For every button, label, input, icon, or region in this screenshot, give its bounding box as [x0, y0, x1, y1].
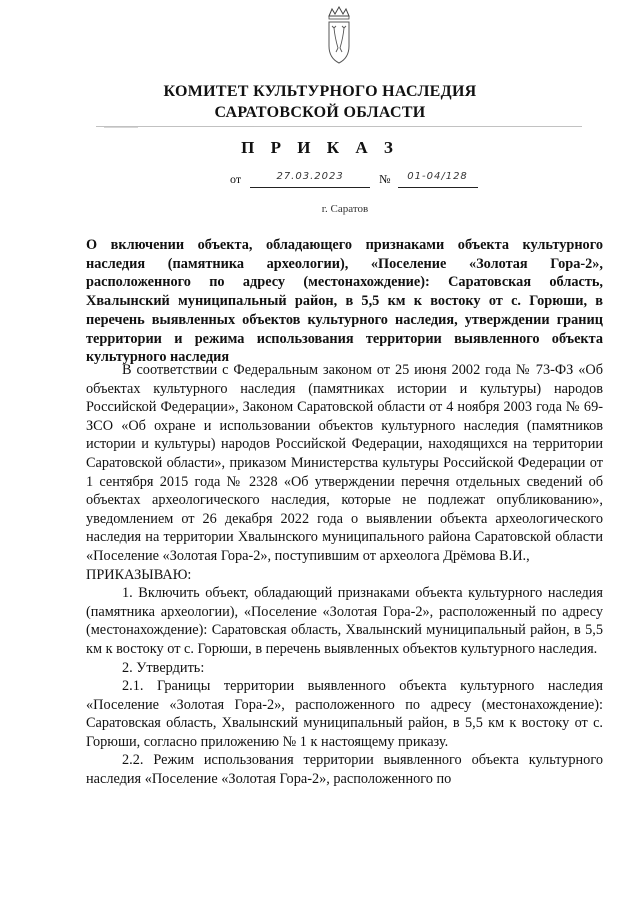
item-2: 2. Утвердить:: [122, 659, 205, 676]
issue-city: г. Саратов: [321, 203, 369, 215]
saratov-coat-of-arms-icon: [322, 6, 356, 66]
document-title: П Р И К А З: [241, 138, 399, 157]
order-body: [86, 361, 603, 789]
prikazyvayu-heading: ПРИКАЗЫВАЮ:: [86, 566, 192, 583]
number-label: №: [379, 172, 391, 186]
issuer-line-2: САРАТОВСКОЙ ОБЛАСТИ: [214, 104, 426, 121]
issuer-line-1: КОМИТЕТ КУЛЬТУРНОГО НАСЛЕДИЯ: [163, 83, 477, 100]
date-value: 27.03.2023: [276, 171, 344, 182]
order-date-number-line: [230, 170, 530, 188]
number-field: [398, 173, 478, 188]
preamble-paragraph: В соответствии с Федеральным законом от 25 июня 2002 года № 73-ФЗ «Об объектах культурного наследия (памятниках истории и культуры) народов Российской Федерации», Законом Саратовской области от 4 ноября 2003 года № 69-ЗСО «Об охране и использовании объектов культурного наследия (памятников истории и культуры) народов Российской Федерации, находящихся на территории Саратовской области», приказом Министерства культуры Российской Федерации от 1 сентября 2015 года № 2328 «Об утверждении перечня отдельных сведений об объектах археологического наследия, которые не подлежат опубликованию», уведомлением от 26 декабря 2022 года о выявлении объекта археологического наследия на территории Хвалынского муниципального района Саратовской области «Поселение «Золотая Гора-2», поступившим от археолога Дрёмова В.И.,: [86, 362, 603, 564]
number-value: 01-04/128: [407, 171, 468, 182]
date-label: от: [230, 172, 242, 186]
item-2-2: 2.2. Режим использования территории выявленного объекта культурного наследия «Поселение «Золотая Гора-2», расположенного по: [86, 752, 603, 788]
issuer-name: [90, 81, 550, 123]
item-2-1: 2.1. Границы территории выявленного объекта культурного наследия «Поселение «Золотая Гора-2», расположенного по адресу (местонахождение): Саратовская область, Хвалынский муниципальный район, в 5,5 км к востоку от с. Горюши, согласно приложению № 1 к настоящему приказу.: [86, 678, 603, 750]
order-subject: О включении объекта, обладающего признаками объекта культурного наследия (памятника археологии), «Поселение «Золотая Гора-2», расположенного по адресу (местонахождение): Саратовская область, Хвалынский муниципальный район, в 5,5 км к востоку от с. Горюши, в перечень выявленных объектов культурного наследия, утверждении границ территории и режима использования территории выявленного объекта культурного наследия: [86, 237, 603, 366]
header-divider: [96, 126, 582, 127]
item-1: 1. Включить объект, обладающий признаками объекта культурного наследия (памятника археологии), «Поселение «Золотая Гора-2», расположенный по адресу (местонахождение): Саратовская область, Хвалынский муниципальный район, в 5,5 км к востоку от с. Горюши, в перечень выявленных объектов культурного наследия.: [86, 585, 603, 657]
date-field: [250, 173, 370, 188]
